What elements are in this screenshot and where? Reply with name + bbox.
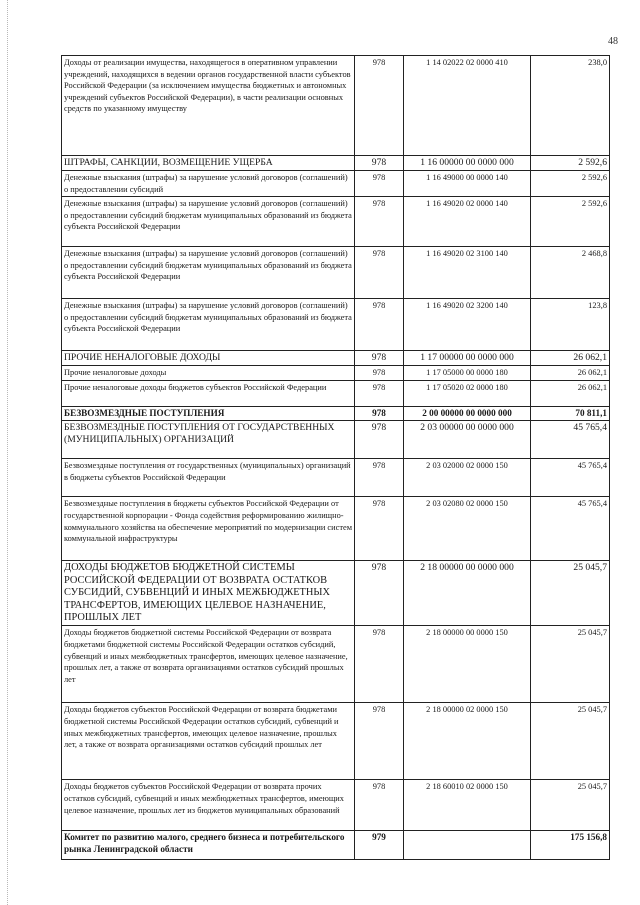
admin-code-cell: 978 [355, 497, 404, 561]
budget-classification-code-cell: 1 16 00000 00 0000 000 [404, 156, 531, 171]
budget-classification-code-cell: 2 03 02080 02 0000 150 [404, 497, 531, 561]
admin-code-cell: 978 [355, 626, 404, 703]
revenue-name-cell: БЕЗВОЗМЕЗДНЫЕ ПОСТУПЛЕНИЯ ОТ ГОСУДАРСТВЕННЫХ (МУНИЦИПАЛЬНЫХ) ОРГАНИЗАЦИЙ [62, 421, 355, 459]
table-row [62, 406, 610, 421]
budget-classification-code-cell: 1 16 49020 02 3100 140 [404, 247, 531, 299]
amount-cell: 26 062,1 [531, 351, 610, 366]
amount-cell: 45 765,4 [531, 459, 610, 497]
amount-cell: 45 765,4 [531, 421, 610, 459]
revenue-name-cell: Доходы бюджетов бюджетной системы Российской Федерации от возврата бюджетами бюджетной системы Российской Федерации остатков субсидий, субвенций и иных межбюджетных трансфертов, имеющих целевое назначение, прошлых лет, а также от возврата организациями остатков субсидий прошлых лет [62, 626, 355, 703]
revenue-name-cell: Денежные взыскания (штрафы) за нарушение условий договоров (соглашений) о предоставлении субсидий бюджетам муниципальных образований из бюджета субъекта Российской Федерации [62, 247, 355, 299]
table-row [62, 156, 610, 171]
page-number: 48 [608, 36, 618, 47]
admin-code-cell: 978 [355, 703, 404, 780]
budget-classification-code-cell: 2 18 00000 00 0000 000 [404, 561, 531, 626]
admin-code-cell: 978 [355, 459, 404, 497]
amount-cell: 123,8 [531, 299, 610, 351]
amount-cell: 238,0 [531, 56, 610, 156]
amount-cell: 26 062,1 [531, 380, 610, 406]
revenue-name-cell: Денежные взыскания (штрафы) за нарушение условий договоров (соглашений) о предоставлении субсидий бюджетам муниципальных образований из бюджета субъекта Российской Федерации [62, 299, 355, 351]
table-row [62, 703, 610, 780]
table-row [62, 247, 610, 299]
amount-cell: 45 765,4 [531, 497, 610, 561]
table-row [62, 497, 610, 561]
admin-code-cell: 978 [355, 171, 404, 197]
revenue-name-cell: ДОХОДЫ БЮДЖЕТОВ БЮДЖЕТНОЙ СИСТЕМЫ РОССИЙСКОЙ ФЕДЕРАЦИИ ОТ ВОЗВРАТА ОСТАТКОВ СУБСИДИЙ, СУБВЕНЦИЙ И ИНЫХ МЕЖБЮДЖЕТНЫХ ТРАНСФЕРТОВ, ИМЕЮЩИХ ЦЕЛЕВОЕ НАЗНАЧЕНИЕ, ПРОШЛЫХ ЛЕТ [62, 561, 355, 626]
budget-classification-code-cell: 1 17 05000 00 0000 180 [404, 366, 531, 381]
budget-classification-code-cell: 1 17 00000 00 0000 000 [404, 351, 531, 366]
revenue-name-cell: Денежные взыскания (штрафы) за нарушение условий договоров (соглашений) о предоставлении субсидий бюджетам муниципальных образований из бюджета субъекта Российской Федерации [62, 197, 355, 247]
admin-code-cell: 978 [355, 380, 404, 406]
table-row [62, 299, 610, 351]
budget-classification-code-cell: 2 00 00000 00 0000 000 [404, 406, 531, 421]
budget-classification-code-cell: 2 18 00000 00 0000 150 [404, 626, 531, 703]
budget-classification-code-cell: 2 18 00000 02 0000 150 [404, 703, 531, 780]
admin-code-cell: 978 [355, 421, 404, 459]
table-row [62, 421, 610, 459]
revenue-name-cell: Прочие неналоговые доходы бюджетов субъектов Российской Федерации [62, 380, 355, 406]
amount-cell: 2 592,6 [531, 197, 610, 247]
budget-classification-code-cell: 1 17 05020 02 0000 180 [404, 380, 531, 406]
revenue-name-cell: Безвозмездные поступления от государственных (муниципальных) организаций в бюджеты субъектов Российской Федерации [62, 459, 355, 497]
table-row [62, 171, 610, 197]
table-row [62, 780, 610, 831]
budget-classification-code-cell: 2 03 00000 00 0000 000 [404, 421, 531, 459]
revenue-name-cell: Доходы от реализации имущества, находящегося в оперативном управлении учреждений, находящихся в ведении органов государственной власти субъектов Российской Федерации (за исключением имущества бюджетных и автономных учреждений субъектов Российской Федерации), в части реализации основных средств по указанному имуществу [62, 56, 355, 156]
admin-code-cell: 978 [355, 351, 404, 366]
amount-cell: 175 156,8 [531, 831, 610, 860]
revenue-name-cell: Комитет по развитию малого, среднего бизнеса и потребительского рынка Ленинградской области [62, 831, 355, 860]
scan-edge-line [7, 0, 8, 905]
revenue-name-cell: Доходы бюджетов субъектов Российской Федерации от возврата бюджетами бюджетной системы Российской Федерации остатков субсидий, субвенций и иных межбюджетных трансфертов, имеющих целевое назначение, прошлых лет, а также от возврата организациями остатков субсидий прошлых лет [62, 703, 355, 780]
admin-code-cell: 978 [355, 56, 404, 156]
amount-cell: 70 811,1 [531, 406, 610, 421]
amount-cell: 2 468,8 [531, 247, 610, 299]
amount-cell: 25 045,7 [531, 703, 610, 780]
budget-classification-code-cell: 2 03 02000 02 0000 150 [404, 459, 531, 497]
revenue-name-cell: Денежные взыскания (штрафы) за нарушение условий договоров (соглашений) о предоставлении субсидий [62, 171, 355, 197]
budget-classification-code-cell [404, 831, 531, 860]
admin-code-cell: 978 [355, 197, 404, 247]
table-row [62, 831, 610, 860]
budget-classification-code-cell: 1 14 02022 02 0000 410 [404, 56, 531, 156]
table-row [62, 351, 610, 366]
revenue-name-cell: ШТРАФЫ, САНКЦИИ, ВОЗМЕЩЕНИЕ УЩЕРБА [62, 156, 355, 171]
table-row [62, 197, 610, 247]
admin-code-cell: 978 [355, 299, 404, 351]
budget-classification-code-cell: 2 18 60010 02 0000 150 [404, 780, 531, 831]
revenue-table-body [62, 56, 610, 860]
amount-cell: 25 045,7 [531, 626, 610, 703]
revenue-name-cell: Доходы бюджетов субъектов Российской Федерации от возврата прочих остатков субсидий, субвенций и иных межбюджетных трансфертов, имеющих целевое назначение, прошлых лет из бюджетов муниципальных образований [62, 780, 355, 831]
amount-cell: 26 062,1 [531, 366, 610, 381]
admin-code-cell: 979 [355, 831, 404, 860]
revenue-name-cell: Безвозмездные поступления в бюджеты субъектов Российской Федерации от государственной корпорации - Фонда содействия реформированию жилищно-коммунального хозяйства на обеспечение мероприятий по модернизации систем коммунальной инфраструктуры [62, 497, 355, 561]
admin-code-cell: 978 [355, 561, 404, 626]
table-row [62, 380, 610, 406]
table-row [62, 56, 610, 156]
budget-classification-code-cell: 1 16 49020 02 3200 140 [404, 299, 531, 351]
revenue-name-cell: ПРОЧИЕ НЕНАЛОГОВЫЕ ДОХОДЫ [62, 351, 355, 366]
admin-code-cell: 978 [355, 156, 404, 171]
table-row [62, 626, 610, 703]
admin-code-cell: 978 [355, 366, 404, 381]
amount-cell: 2 592,6 [531, 171, 610, 197]
table-row [62, 459, 610, 497]
revenue-name-cell: Прочие неналоговые доходы [62, 366, 355, 381]
table-row [62, 366, 610, 381]
admin-code-cell: 978 [355, 780, 404, 831]
amount-cell: 25 045,7 [531, 780, 610, 831]
budget-classification-code-cell: 1 16 49020 02 0000 140 [404, 197, 531, 247]
table-row [62, 561, 610, 626]
admin-code-cell: 978 [355, 247, 404, 299]
budget-classification-code-cell: 1 16 49000 00 0000 140 [404, 171, 531, 197]
revenue-name-cell: БЕЗВОЗМЕЗДНЫЕ ПОСТУПЛЕНИЯ [62, 406, 355, 421]
amount-cell: 25 045,7 [531, 561, 610, 626]
revenue-table [61, 55, 610, 860]
admin-code-cell: 978 [355, 406, 404, 421]
amount-cell: 2 592,6 [531, 156, 610, 171]
